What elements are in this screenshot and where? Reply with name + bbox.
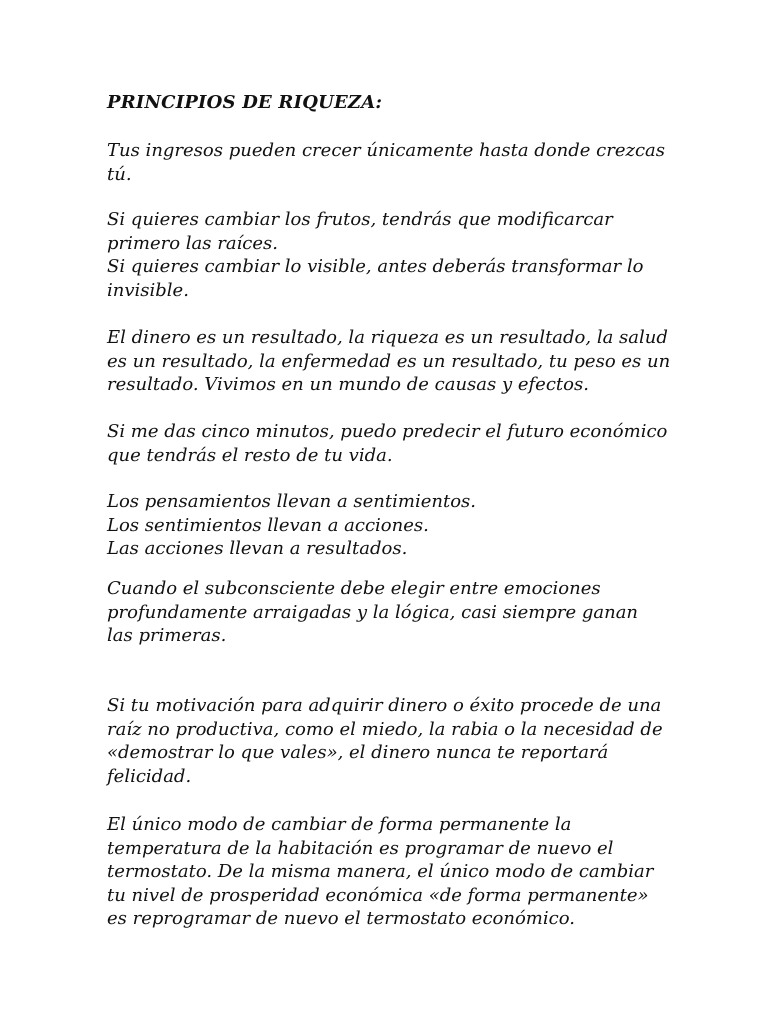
text-line: que tendrás el resto de tu vida. xyxy=(107,444,393,466)
text-line: primero las raíces. xyxy=(107,232,278,254)
text-line: El dinero es un resultado, la riqueza es un resultado, la salud xyxy=(107,327,668,348)
text-line: Las acciones llevan a resultados. xyxy=(107,538,408,559)
text-line: Si tu motivación para adquirir dinero o éxito procede de una xyxy=(107,695,662,716)
paragraph-motivation xyxy=(107,694,667,788)
paragraph-thoughts-chain xyxy=(107,490,667,561)
text-line: es reprogramar de nuevo el termostato económico. xyxy=(107,908,575,929)
text-line: tú. xyxy=(107,163,132,185)
text-line: temperatura de la habitación es programar de nuevo el xyxy=(107,837,614,859)
text-line: El único modo de cambiar de forma permanente la xyxy=(107,814,572,835)
text-line: felicidad. xyxy=(107,765,192,787)
paragraph-subconscious xyxy=(107,577,667,648)
text-line: Si me das cinco minutos, puedo predecir el futuro económico xyxy=(107,421,668,442)
text-line: Los pensamientos llevan a sentimientos. xyxy=(107,491,476,512)
text-line: Cuando el subconsciente debe elegir entre emociones xyxy=(107,578,601,599)
paragraph-five-minutes xyxy=(107,420,667,467)
text-line: termostato. De la misma manera, el único modo de cambiar xyxy=(107,861,654,882)
text-line: Tus ingresos pueden crecer únicamente hasta donde crezcas xyxy=(107,140,666,161)
text-line: «demostrar lo que vales», el dinero nunca te reportará xyxy=(107,742,609,763)
text-line: profundamente arraigadas y la lógica, casi siempre ganan xyxy=(107,601,639,623)
text-line: invisible. xyxy=(107,279,189,301)
text-line: Los sentimientos llevan a acciones. xyxy=(107,514,429,536)
text-line: Si quieres cambiar los frutos, tendrás que modificarcar xyxy=(107,209,613,230)
text-line: tu nivel de prosperidad económica «de forma permanente» xyxy=(107,884,649,906)
text-line: es un resultado, la enfermedad es un resultado, tu peso es un xyxy=(107,350,671,372)
paragraph-results xyxy=(107,326,671,397)
document-title: PRINCIPIOS DE RIQUEZA: xyxy=(107,92,383,113)
text-line: resultado. Vivimos en un mundo de causas y efectos. xyxy=(107,374,589,395)
paragraph-fruits-roots xyxy=(107,208,667,302)
text-line: Si quieres cambiar lo visible, antes deberás transformar lo xyxy=(107,256,644,277)
text-line: raíz no productiva, como el miedo, la rabia o la necesidad de xyxy=(107,718,663,740)
text-line: las primeras. xyxy=(107,625,227,646)
paragraph-income-growth xyxy=(107,139,667,186)
paragraph-thermostat xyxy=(107,813,667,931)
